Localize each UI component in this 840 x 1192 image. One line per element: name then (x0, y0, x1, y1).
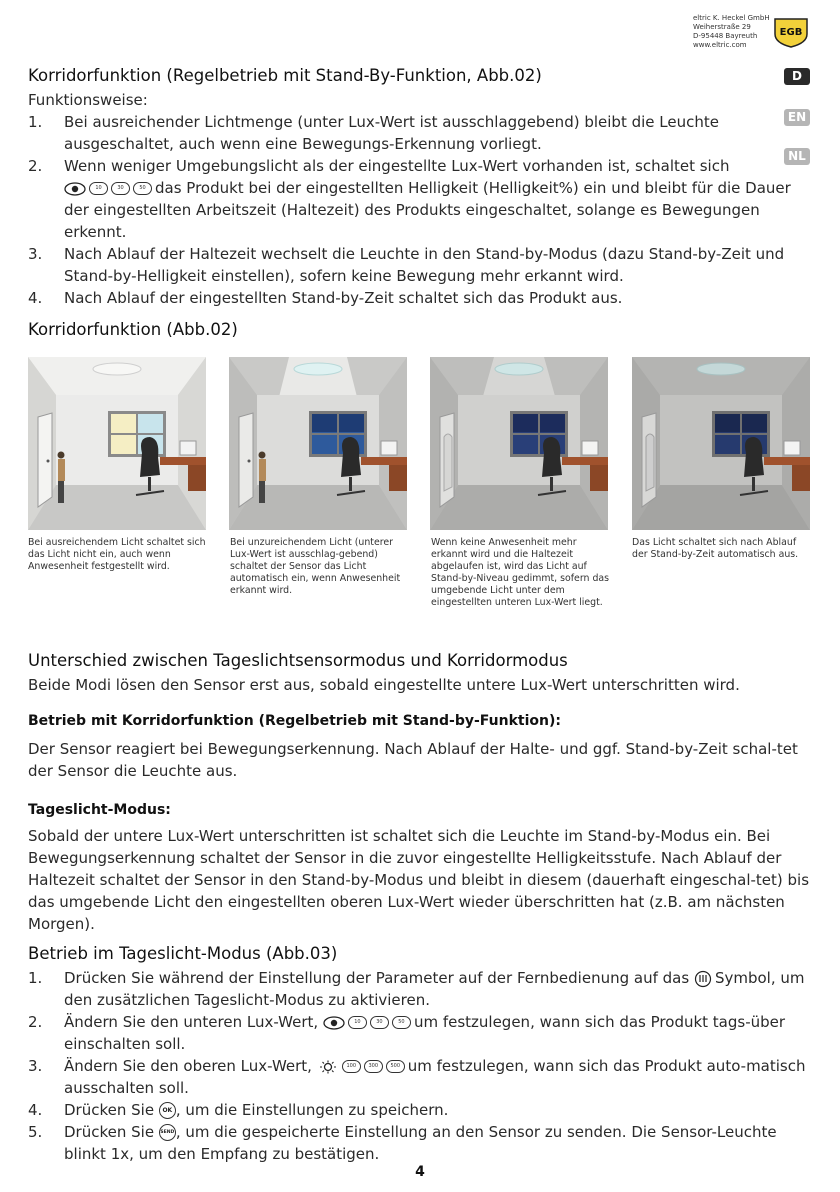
section-title-corridor-figure: Korridorfunktion (Abb.02) (28, 320, 238, 339)
daylight-mode-icon (694, 970, 712, 988)
subsection-title-corridor: Betrieb mit Korridorfunktion (Regelbetrieb mit Stand-by-Funktion): (28, 713, 561, 729)
language-tab-en[interactable]: EN (784, 109, 810, 126)
modes-difference-text: Beide Modi lösen den Sensor erst aus, sobald eingestellte untere Lux-Wert unterschritten wird. (28, 676, 740, 694)
company-address (693, 14, 770, 50)
list-item: 2. Wenn weniger Umgebungslicht als der eingestellte Lux-Wert vorhanden ist, schaltet sich 10 30 50 das Produkt bei der eingestellten Helligkeit (Helligkeit%) ein und bleibt für die Dauer der eingestellten Arbeitszeit (Haltezeit) des Produkts eingeschaltet, solange es Bewegungen erkennt. (28, 157, 791, 241)
language-tab-d[interactable]: D (784, 68, 810, 85)
lux-option-pill: 10 (348, 1016, 367, 1029)
section-title-daylight-operation: Betrieb im Tageslicht-Modus (Abb.03) (28, 944, 338, 963)
company-line: Weiherstraße 29 (693, 23, 751, 31)
company-line: D-95448 Bayreuth (693, 32, 758, 40)
list-item: 1. Drücken Sie während der Einstellung der Parameter auf der Fernbedienung auf das Symbol, um den zusätzlichen Tageslicht-Modus zu aktivieren. (28, 969, 805, 1009)
caption-light-on: Bei unzureichendem Licht (unterer Lux-Wert ist ausschlag-gebend) schaltet der Sensor das Licht automatisch ein, wenn Anwesenheit erkannt wird. (230, 537, 401, 596)
lux-option-pill: 30 (370, 1016, 389, 1029)
language-tab-nl[interactable]: NL (784, 148, 810, 165)
list-item: 2. Ändern Sie den unteren Lux-Wert, 10 30 50 um festzulegen, wann sich das Produkt tags-über einschalten soll. (28, 1013, 786, 1053)
list-item: 1. Bei ausreichender Lichtmenge (unter Lux-Wert ist ausschlaggebend) bleibt die Leuchte ausgeschaltet, auch wenn eine Bewegungs-Erkennung vorliegt. (28, 113, 719, 153)
functionality-label: Funktionsweise: (28, 91, 148, 109)
lux-option-pill: 100 (342, 1060, 361, 1073)
subsection-title-daylight: Tageslicht-Modus: (28, 802, 171, 818)
daylight-mode-text: Sobald der untere Lux-Wert unterschritten ist schaltet sich die Leuchte im Stand-by-Modus ein. Bei Bewegungserkennung schaltet der Sensor in die zuvor eingestellte Helligkeitsstufe. Nach Ablauf der Haltezeit schaltet der Sensor in den Stand-by-Modus und bleibt in diesem (dauerhaft eingeschal-tet) bis das umgebende Licht den eingestellten oberen Lux-Wert wieder überschritten hat (z.B. am nächsten Morgen). (28, 827, 810, 933)
lux-option-pill: 10 (89, 182, 108, 195)
daylight-steps-list (28, 967, 808, 1165)
room-illustration-light-on (229, 357, 407, 530)
corridor-mode-text: Der Sensor reagiert bei Bewegungserkennung. Nach Ablauf der Halte- und ggf. Stand-by-Zeit schal-tet der Sensor die Leuchte aus. (28, 740, 798, 780)
lux-option-pill: 50 (133, 182, 152, 195)
section-title-modes-difference: Unterschied zwischen Tageslichtsensormodus und Korridormodus (28, 651, 568, 670)
room-illustration-light-off (632, 357, 810, 530)
corridor-steps-list (28, 111, 808, 309)
lux-option-pill: 300 (364, 1060, 383, 1073)
list-item: 5. Drücken Sie SEND , um die gespeicherte Einstellung an den Sensor zu senden. Die Sensor-Leuchte blinkt 1x, um den Empfang zu bestätigen. (28, 1123, 777, 1163)
caption-daylight: Bei ausreichendem Licht schaltet sich das Licht nicht ein, auch wenn Anwesenheit festgestellt wird. (28, 537, 206, 572)
room-illustration-daylight (28, 357, 206, 530)
section-title-corridor-standby: Korridorfunktion (Regelbetrieb mit Stand-By-Funktion, Abb.02) (28, 66, 542, 85)
svg-text:EGB: EGB (779, 27, 803, 38)
caption-light-off: Das Licht schaltet sich nach Ablauf der Stand-by-Zeit automatisch aus. (632, 537, 799, 560)
list-item: 3. Ändern Sie den oberen Lux-Wert, 100 300 500 um festzulegen, wann sich das Produkt auto-matisch ausschalten soll. (28, 1057, 806, 1097)
moon-eye-icon (64, 182, 86, 196)
sun-icon (317, 1060, 339, 1074)
list-item: 4. Drücken Sie OK , um die Einstellungen zu speichern. (28, 1101, 449, 1119)
lux-option-pill: 30 (111, 182, 130, 195)
caption-standby: Wenn keine Anwesenheit mehr erkannt wird und die Haltezeit abgelaufen ist, wird das Licht auf Stand-by-Niveau gedimmt, sofern das umgebende Licht unter dem eingestellten unteren Lux-Wert liegt. (431, 537, 610, 608)
company-line: eltric K. Heckel GmbH (693, 14, 770, 22)
ok-button-icon: OK (159, 1102, 176, 1119)
lux-option-pill: 50 (392, 1016, 411, 1029)
list-item: 3. Nach Ablauf der Haltezeit wechselt die Leuchte in den Stand-by-Modus (dazu Stand-by-Zeit und Stand-by-Helligkeit einstellen), sofern keine Bewegung mehr erkannt wird. (28, 245, 785, 285)
send-button-icon: SEND (159, 1124, 176, 1141)
egb-logo (772, 16, 810, 48)
moon-eye-icon (323, 1016, 345, 1030)
room-illustration-standby (430, 357, 608, 530)
company-line: www.eltric.com (693, 41, 747, 49)
page-number: 4 (415, 1164, 425, 1180)
list-item: 4. Nach Ablauf der eingestellten Stand-by-Zeit schaltet sich das Produkt aus. (28, 289, 623, 307)
lux-option-pill: 500 (386, 1060, 405, 1073)
